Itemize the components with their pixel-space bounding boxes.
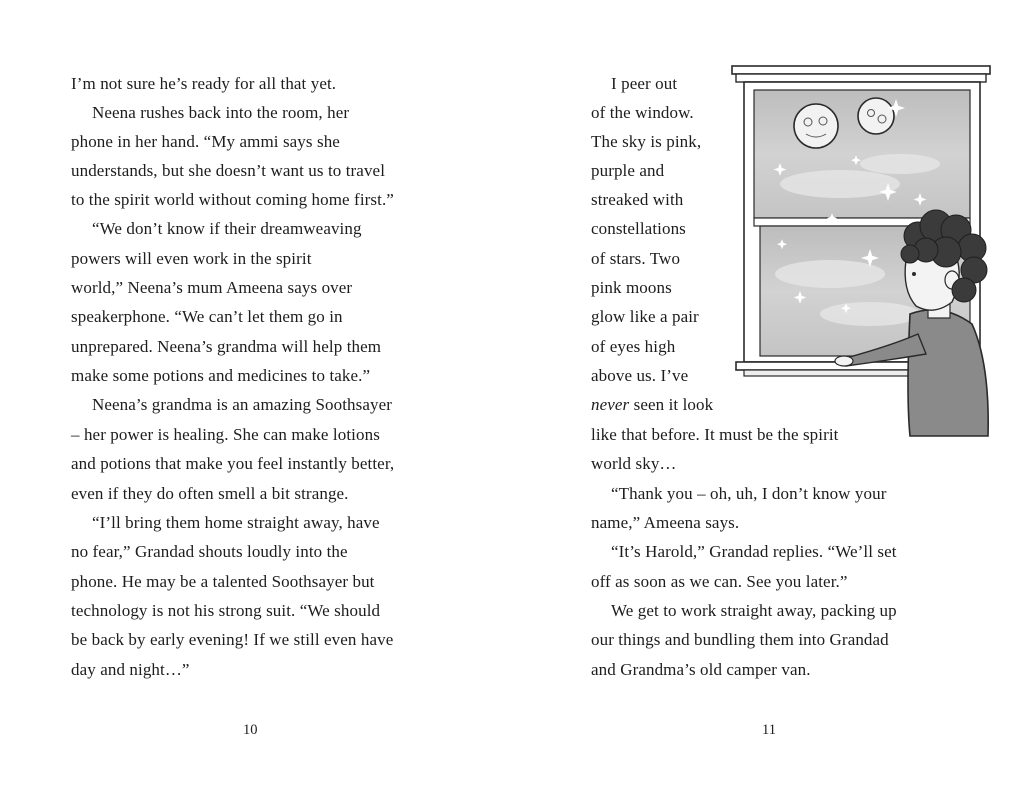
right-line-21: and Grandma’s old camper van. [591,660,811,679]
right-line-10: of eyes high [591,337,676,356]
left-line-19: technology is not his strong suit. “We should [71,601,381,620]
left-line-21: day and night…” [71,660,190,679]
right-line-20: our things and bundling them into Grandad [591,630,889,649]
right-line-4: purple and [591,161,665,180]
left-line-16: “I’ll bring them home straight away, have [92,513,380,532]
right-line-7: of stars. Two [591,249,681,268]
left-line-6: “We don’t know if their dreamweaving [92,219,362,238]
right-line-6: constellations [591,219,686,238]
right-line-19: We get to work straight away, packing up [611,601,897,620]
left-line-20: be back by early evening! If we still even have [71,630,394,649]
left-line-10: unprepared. Neena’s grandma will help them [71,337,382,356]
left-line-17: no fear,” Grandad shouts loudly into the [71,542,348,561]
left-line-11: make some potions and medicines to take.” [71,366,371,385]
left-line-13: – her power is healing. She can make lotions [71,425,380,444]
right-line-11: above us. I’ve [591,366,689,385]
right-line-8: pink moons [591,278,672,297]
left-line-9: speakerphone. “We can’t let them go in [71,307,343,326]
left-line-2: Neena rushes back into the room, her [92,103,350,122]
page-number-left: 10 [243,722,258,738]
left-line-5: to the spirit world without coming home first.” [71,190,394,209]
emphasis-never: never [591,395,630,414]
right-line-15: “Thank you – oh, uh, I don’t know your [611,484,887,503]
moon-right-icon [858,98,894,134]
right-line-14: world sky… [591,454,677,473]
right-line-9: glow like a pair [591,307,699,326]
left-line-8: world,” Neena’s mum Ameena says over [71,278,353,297]
moon-left-icon [794,104,838,148]
left-line-7: powers will even work in the spirit [71,249,312,268]
left-line-1: I’m not sure he’s ready for all that yet. [71,74,337,93]
right-line-1: I peer out [611,74,678,93]
right-line-2: of the window. [591,103,694,122]
right-line-17: “It’s Harold,” Grandad replies. “We’ll set [611,542,897,561]
left-line-14: and potions that make you feel instantly better, [71,454,395,473]
page-number-right: 11 [762,722,776,738]
window-illustration [720,64,998,444]
right-line-13: like that before. It must be the spirit [591,425,839,444]
left-line-3: phone in her hand. “My ammi says she [71,132,340,151]
right-line-18: off as soon as we can. See you later.” [591,572,848,591]
left-line-4: understands, but she doesn’t want us to travel [71,161,386,180]
right-line-5: streaked with [591,190,684,209]
right-line-3: The sky is pink, [591,132,702,151]
left-line-12: Neena’s grandma is an amazing Soothsayer [92,395,392,414]
right-line-16: name,” Ameena says. [591,513,740,532]
right-line-12 [591,395,713,415]
left-line-18: phone. He may be a talented Soothsayer but [71,572,375,591]
right-line-12-rest: seen it look [633,395,714,414]
left-line-15: even if they do often smell a bit strange. [71,484,349,503]
